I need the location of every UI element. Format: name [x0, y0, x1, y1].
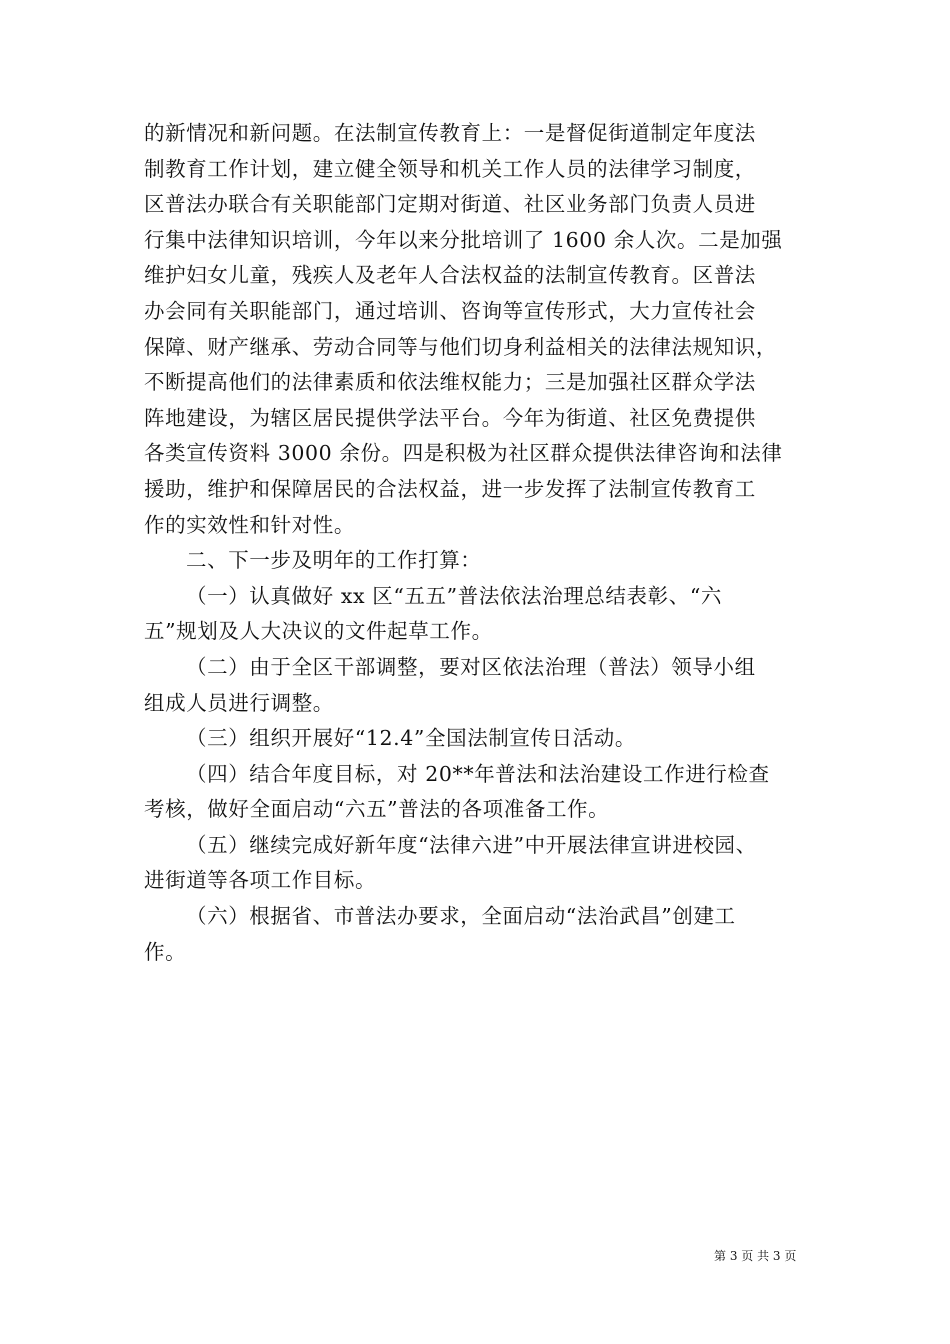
list-item-4-line-2: 考核，做好全面启动“六五”普法的各项准备工作。	[144, 797, 610, 822]
list-item-3: （三）组织开展好“12.4”全国法制宣传日活动。	[186, 726, 637, 751]
body-line: 作的实效性和针对性。	[144, 512, 355, 537]
list-item-5-line-2: 进街道等各项工作目标。	[144, 868, 377, 893]
body-line: 制教育工作计划，建立健全领导和机关工作人员的法律学习制度，	[144, 156, 756, 181]
body-line: 阵地建设，为辖区居民提供学法平台。今年为街道、社区免费提供	[144, 405, 756, 430]
body-line: 的新情况和新问题。在法制宣传教育上：一是督促街道制定年度法	[144, 121, 756, 145]
list-item-1-line-1: （一）认真做好 xx 区“五五”普法依法治理总结表彰、“六	[186, 583, 722, 608]
body-line: 不断提高他们的法律素质和依法维权能力；三是加强社区群众学法	[144, 370, 756, 395]
list-item-5-line-1: （五）继续完成好新年度“法律六进”中开展法律宣讲进校园、	[186, 832, 757, 857]
list-item-2-line-2: 组成人员进行调整。	[144, 690, 334, 715]
document-body	[144, 116, 809, 970]
list-item-1-line-2: 五”规划及人大决议的文件起草工作。	[144, 619, 493, 644]
body-line: 各类宣传资料 3000 余份。四是积极为社区群众提供法律咨询和法律	[144, 441, 783, 466]
body-line: 区普法办联合有关职能部门定期对街道、社区业务部门负责人员进	[144, 192, 756, 217]
body-line: 维护妇女儿童，残疾人及老年人合法权益的法制宣传教育。区普法	[144, 263, 756, 288]
list-item-4-line-1: （四）结合年度目标，对 20**年普法和法治建设工作进行检查	[186, 761, 770, 786]
body-line: 保障、财产继承、劳动合同等与他们切身利益相关的法律法规知识，	[144, 334, 777, 359]
body-line: 行集中法律知识培训，今年以来分批培训了 1600 余人次。二是加强	[144, 227, 783, 252]
body-line: 援助，维护和保障居民的合法权益，进一步发挥了法制宣传教育工	[144, 476, 756, 501]
section-heading: 二、下一步及明年的工作打算：	[186, 548, 482, 573]
page-number-footer: 第 3 页 共 3 页	[714, 1249, 797, 1263]
body-line: 办会同有关职能部门，通过培训、咨询等宣传形式，大力宣传社会	[144, 298, 756, 323]
list-item-6-line-1: （六）根据省、市普法办要求，全面启动“法治武昌”创建工	[186, 904, 736, 929]
list-item-6-line-2: 作。	[144, 939, 187, 964]
list-item-2-line-1: （二）由于全区干部调整，要对区依法治理（普法）领导小组	[186, 654, 756, 679]
